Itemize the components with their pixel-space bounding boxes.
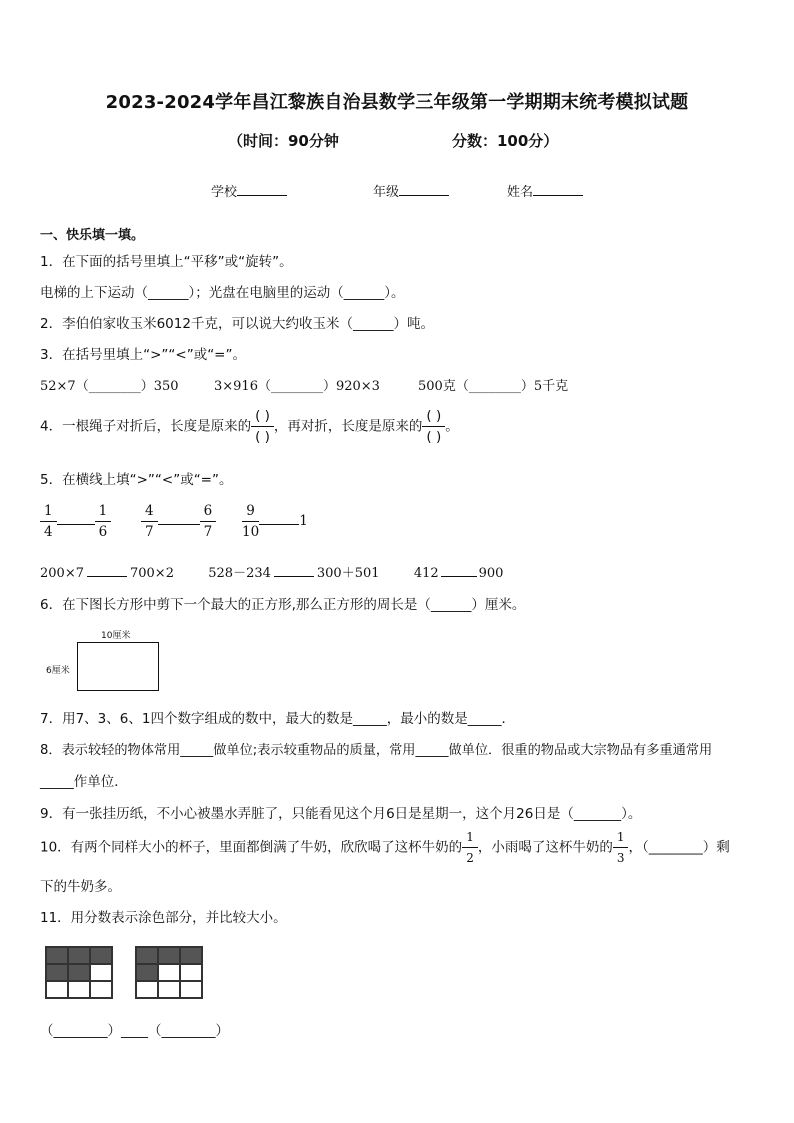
question-8-line2: _____作单位．	[40, 774, 128, 790]
question-5-fraction-1: $\frac{1}{4}$ $\frac{1}{6}$	[40, 503, 111, 540]
question-4-pre: 4．一根绳子对折后，长度是原来的	[40, 418, 252, 435]
question-11-answer: （________）____（________）	[40, 1023, 229, 1039]
question-6: 6．在下图长方形中剪下一个最大的正方形,那么正方形的周长是（______）厘米。	[40, 597, 526, 613]
rect-top-label: 10厘米	[101, 631, 131, 641]
question-1: 1．在下面的括号里填上“平移”或“旋转”。	[40, 254, 293, 270]
school-label: 学校	[211, 185, 238, 200]
question-5-fraction-2: $\frac{4}{7}$ $\frac{6}{7}$	[141, 503, 216, 540]
grade-label: 年级	[373, 185, 400, 200]
question-5: 5．在横线上填“>”“<”或“=”。	[40, 472, 233, 488]
question-11: 11．用分数表示涂色部分，并比较大小。	[40, 910, 287, 926]
question-4-mid: ，再对折，长度是原来的	[273, 418, 423, 435]
rect-left-label: 6厘米	[46, 666, 70, 676]
question-10: 10．有两个同样大小的杯子，里面都倒满了牛奶，欣欣喝了这杯牛奶的 $\frac{1}{2}$ ，小雨喝了这杯牛奶的 $\frac{1}{3}$ ，（________）剩	[40, 830, 730, 865]
name-label: 姓名	[507, 185, 534, 200]
score-label: 分数：100分）	[452, 132, 559, 150]
name-field	[507, 181, 583, 200]
question-10-line2: 下的牛奶多。	[40, 879, 121, 895]
question-2: 2．李伯伯家收玉米6012千克，可以说大约收玉米（______）吨。	[40, 316, 434, 332]
question-4-fraction-1: $\frac{( )}{( )}$	[251, 408, 274, 445]
question-4-fraction-2: $\frac{( )}{( )}$	[422, 408, 445, 445]
question-4	[40, 408, 459, 445]
question-5-row2: 200×7 700×2 528－234 300＋501 412 900	[40, 566, 504, 581]
question-5-fraction-3: $\frac{9}{10}$ 1	[242, 503, 308, 540]
question-9: 9．有一张挂历纸，不小心被墨水弄脏了，只能看见这个月6日是星期一，这个月26日是（_______）。	[40, 806, 642, 822]
question-3-c: 500克（________）5千克	[418, 379, 569, 394]
section-heading: 一、快乐填一填。	[40, 228, 145, 243]
question-3: 3．在括号里填上“>”“<”或“=”。	[40, 347, 246, 363]
question-8-line1: 8．表示较轻的物体常用_____做单位;表示较重物品的质量，常用_____做单位．很重的物品或大宗物品有多重通常用	[40, 743, 713, 758]
question-3-a: 52×7（________）350	[40, 379, 179, 394]
question-4-post: 。	[445, 418, 459, 435]
rectangle-figure	[77, 642, 159, 691]
fraction-grid-2	[135, 946, 203, 999]
page-title: 2023-2024学年昌江黎族自治县数学三年级第一学期期末统考模拟试题	[105, 92, 689, 113]
question-3-b: 3×916（________）920×3	[214, 379, 380, 394]
question-7: 7．用7、3、6、1四个数字组成的数中，最大的数是_____，最小的数是_____．	[40, 711, 515, 727]
grade-field	[373, 181, 449, 200]
school-field	[211, 181, 287, 200]
fraction-grid-1	[45, 946, 113, 999]
time-label: （时间：90分钟	[228, 132, 339, 150]
question-1-items: 电梯的上下运动（______）；光盘在电脑里的运动（______）。	[40, 285, 405, 301]
